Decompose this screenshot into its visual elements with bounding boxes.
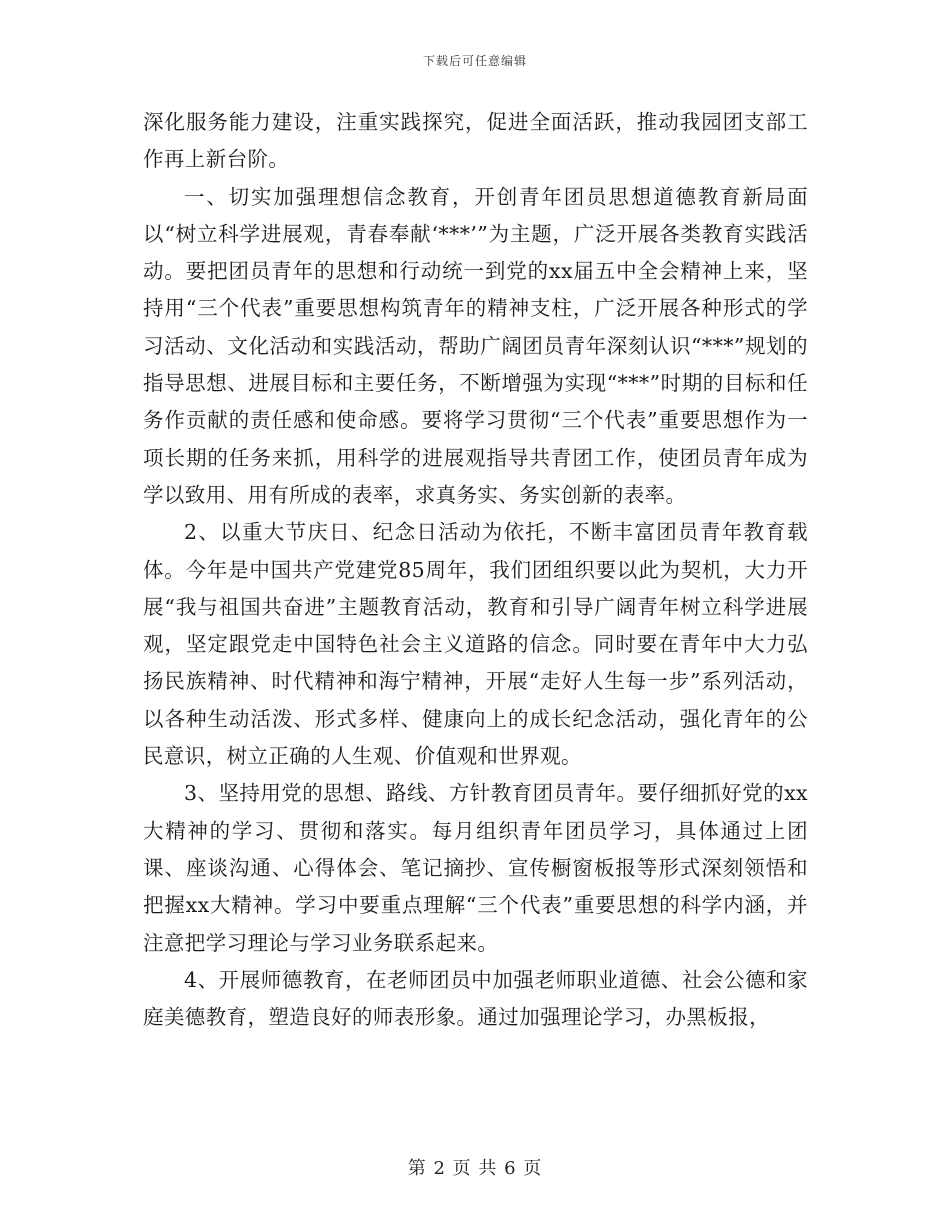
paragraph-section-4: 4、开展师德教育，在老师团员中加强老师职业道德、社会公德和家庭美德教育，塑造良好的师表形象。通过加强理论学习，办黑板报， <box>143 967 808 1030</box>
paragraph-section-1: 一、切实加强理想信念教育，开创青年团员思想道德教育新局面以“树立科学进展观，青春奉献‘***’”为主题，广泛开展各类教育实践活动。要把团员青年的思想和行动统一到党的xx届五中全会精神上来，坚持用“三个代表”重要思想构筑青年的精神支柱，广泛开展各种形式的学习活动、文化活动和实践活动，帮助广阔团员青年深刻认识“***”规划的指导思想、进展目标和主要任务，不断增强为实现“***”时期的目标和任务作贡献的责任感和使命感。要将学习贯彻“三个代表”重要思想作为一项长期的任务来抓，用科学的进展观指导共青团工作，使团员青年成为学以致用、用有所成的表率，求真务实、务实创新的表率。 <box>143 184 808 507</box>
paragraph-section-3: 3、坚持用党的思想、路线、方针教育团员青年。要仔细抓好党的xx大精神的学习、贯彻和落实。每月组织青年团员学习，具体通过上团课、座谈沟通、心得体会、笔记摘抄、宣传橱窗板报等形式深刻领悟和把握xx大精神。学习中要重点理解“三个代表”重要思想的科学内涵，并注意把学习理论与学习业务联系起来。 <box>143 781 808 955</box>
document-body <box>143 104 808 1036</box>
page-number-footer: 第 2 页 共 6 页 <box>407 1158 543 1179</box>
paragraph-section-2: 2、以重大节庆日、纪念日活动为依托，不断丰富团员青年教育载体。今年是中国共产党建党85周年，我们团组织要以此为契机，大力开展“我与祖国共奋进”主题教育活动，教育和引导广阔青年树立科学进展观，坚定跟党走中国特色社会主义道路的信念。同时要在青年中大力弘扬民族精神、时代精神和海宁精神，开展“走好人生每一步”系列活动，以各种生动活泼、形式多样、健康向上的成长纪念活动，强化青年的公民意识，树立正确的人生观、价值观和世界观。 <box>143 520 808 769</box>
paragraph-continuation: 深化服务能力建设，注重实践探究，促进全面活跃，推动我园团支部工作再上新台阶。 <box>143 110 808 172</box>
page-header: 下载后可任意编辑 <box>422 54 527 68</box>
